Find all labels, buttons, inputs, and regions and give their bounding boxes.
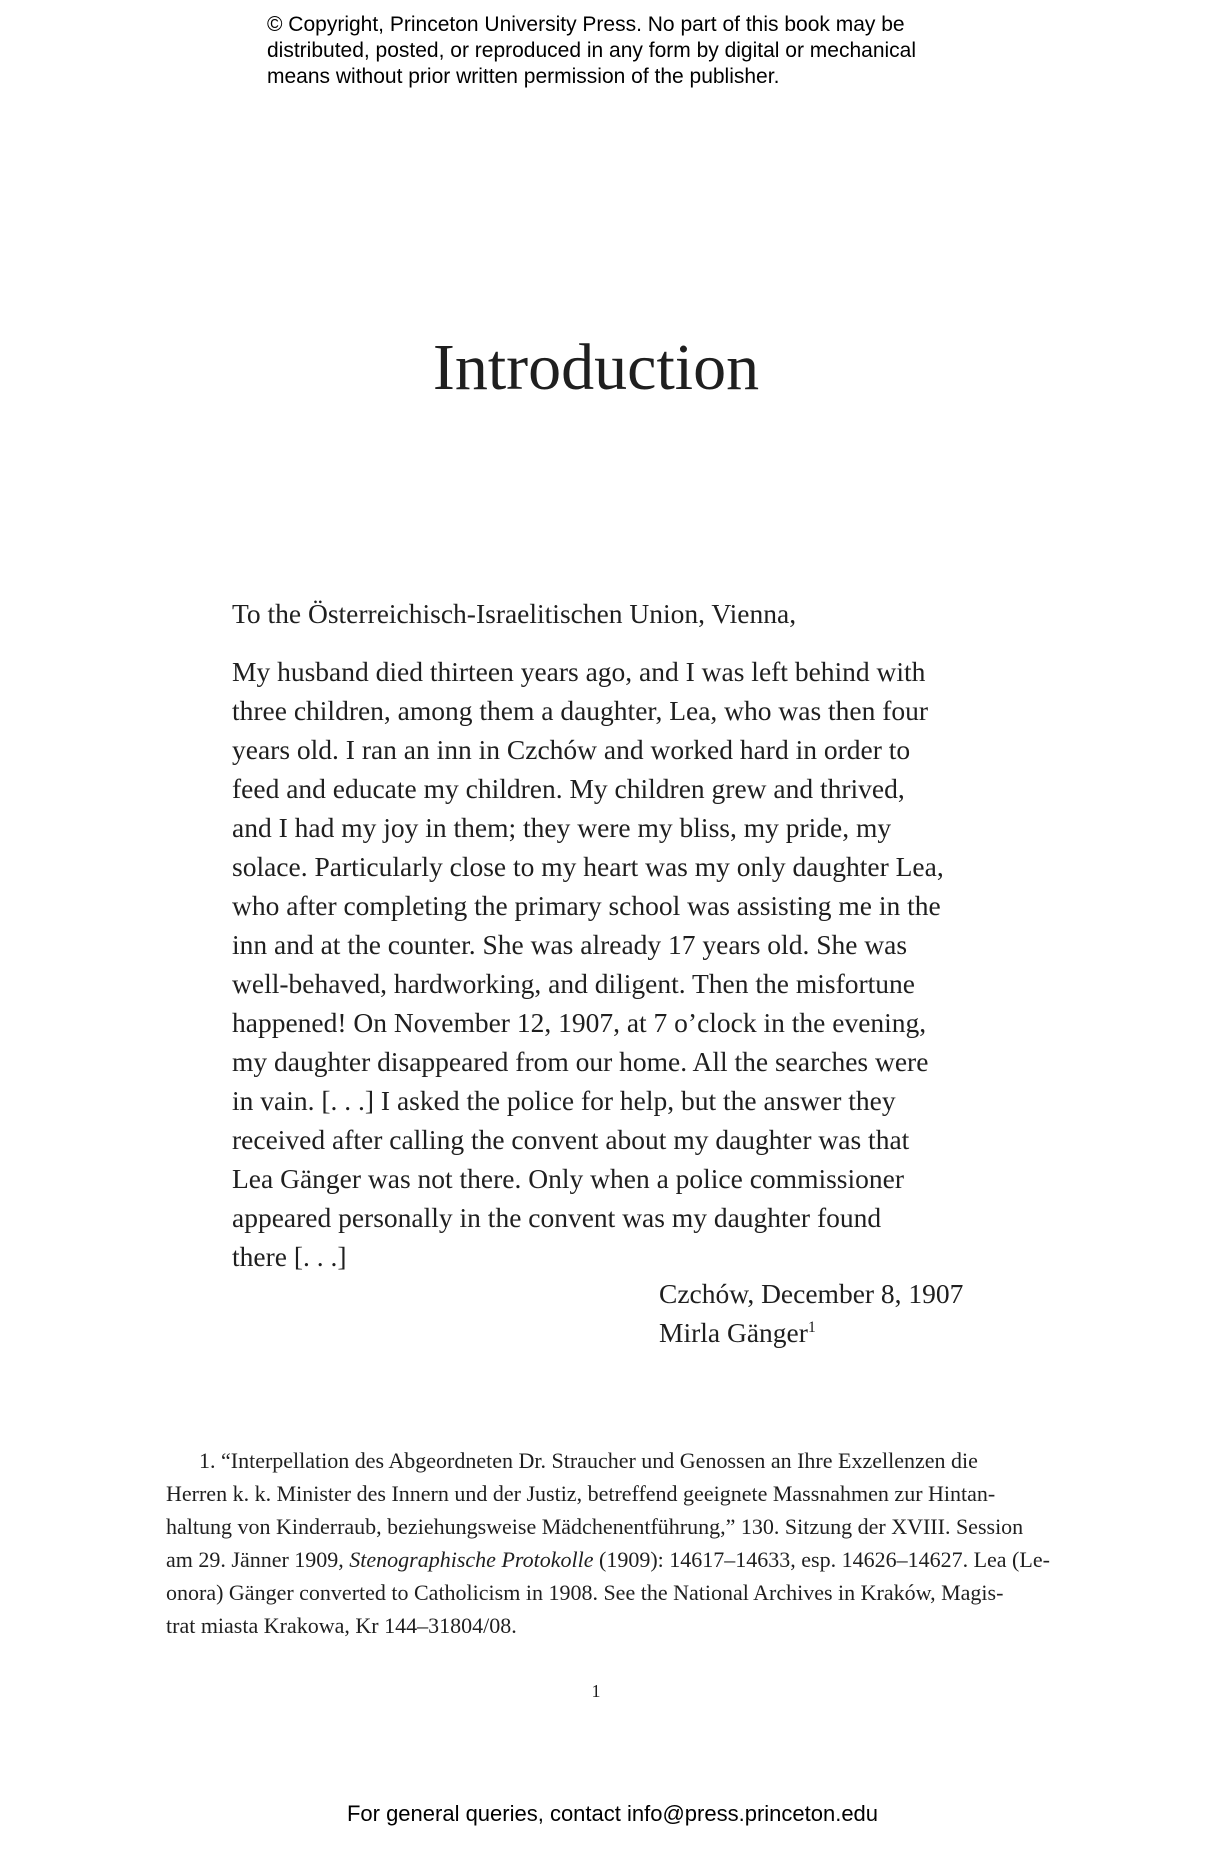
footnote-line: onora) Gänger converted to Catholicism in 1908. See the National Archives in Kraków, Magis- xyxy=(166,1580,1004,1605)
letter-line: inn and at the counter. She was already 17 years old. She was xyxy=(232,929,908,960)
letter-signoff xyxy=(659,1274,963,1352)
letter-line: feed and educate my children. My children grew and thrived, xyxy=(232,773,905,804)
letter-line: Lea Gänger was not there. Only when a police commissioner xyxy=(232,1163,905,1194)
footnote-line: haltung von Kinderraub, beziehungsweise Mädchenentführung,” 130. Sitzung der XVIII. Session xyxy=(166,1514,1024,1539)
letter-line: received after calling the convent about my daughter was that xyxy=(232,1124,910,1155)
footnote-line: trat miasta Krakowa, Kr 144–31804/08. xyxy=(166,1613,517,1638)
letter-place-date: Czchów, December 8, 1907 xyxy=(659,1278,964,1309)
letter-line: and I had my joy in them; they were my bliss, my pride, my xyxy=(232,812,892,843)
footnote-text: am 29. Jänner 1909, xyxy=(166,1547,344,1572)
footnote-line xyxy=(166,1543,1050,1576)
letter-line: well-behaved, hardworking, and diligent. Then the misfortune xyxy=(232,968,915,999)
copyright-line: © Copyright, Princeton University Press. No part of this book may be xyxy=(267,13,905,36)
letter-line: in vain. [. . .] I asked the police for help, but the answer they xyxy=(232,1085,896,1116)
footnote-italic-title: Stenographische Protokolle xyxy=(349,1547,594,1572)
letter-line: appeared personally in the convent was my daughter found xyxy=(232,1202,882,1233)
letter-signature-line xyxy=(659,1313,963,1352)
footnote-line: 1. “Interpellation des Abgeordneten Dr. Straucher und Genossen an Ihre Exzellenzen die xyxy=(199,1448,978,1473)
copyright-line: means without prior written permission of the publisher. xyxy=(267,65,780,88)
chapter-title: Introduction xyxy=(432,331,760,404)
page-number: 1 xyxy=(591,1681,601,1701)
letter-line: solace. Particularly close to my heart was my only daughter Lea, xyxy=(232,851,944,882)
letter-salutation: To the Österreichisch-Israelitischen Union, Vienna, xyxy=(232,598,797,629)
letter-line: happened! On November 12, 1907, at 7 o’clock in the evening, xyxy=(232,1007,927,1038)
letter-excerpt xyxy=(232,594,1012,1276)
letter-line: there [. . .] xyxy=(232,1241,347,1272)
footnote xyxy=(166,1444,1050,1642)
letter-line: years old. I ran an inn in Czchów and worked hard in order to xyxy=(232,734,911,765)
letter-line: my daughter disappeared from our home. All the searches were xyxy=(232,1046,929,1077)
letter-body xyxy=(232,652,1012,1276)
letter-line: My husband died thirteen years ago, and I was left behind with xyxy=(232,656,926,687)
letter-signature: Mirla Gänger xyxy=(659,1317,808,1348)
contact-footer: For general queries, contact info@press.princeton.edu xyxy=(346,1801,879,1826)
copyright-line: distributed, posted, or reproduced in any form by digital or mechanical xyxy=(267,39,917,62)
copyright-notice xyxy=(267,12,1027,90)
letter-line: who after completing the primary school was assisting me in the xyxy=(232,890,941,921)
footnote-text: (1909): 14617–14633, esp. 14626–14627. Lea (Le- xyxy=(599,1547,1050,1572)
letter-line: three children, among them a daughter, Lea, who was then four xyxy=(232,695,929,726)
footnote-line: Herren k. k. Minister des Innern und der Justiz, betreffend geeignete Massnahmen zur Hintan- xyxy=(166,1481,996,1506)
footnote-reference[interactable]: 1 xyxy=(807,1319,816,1336)
